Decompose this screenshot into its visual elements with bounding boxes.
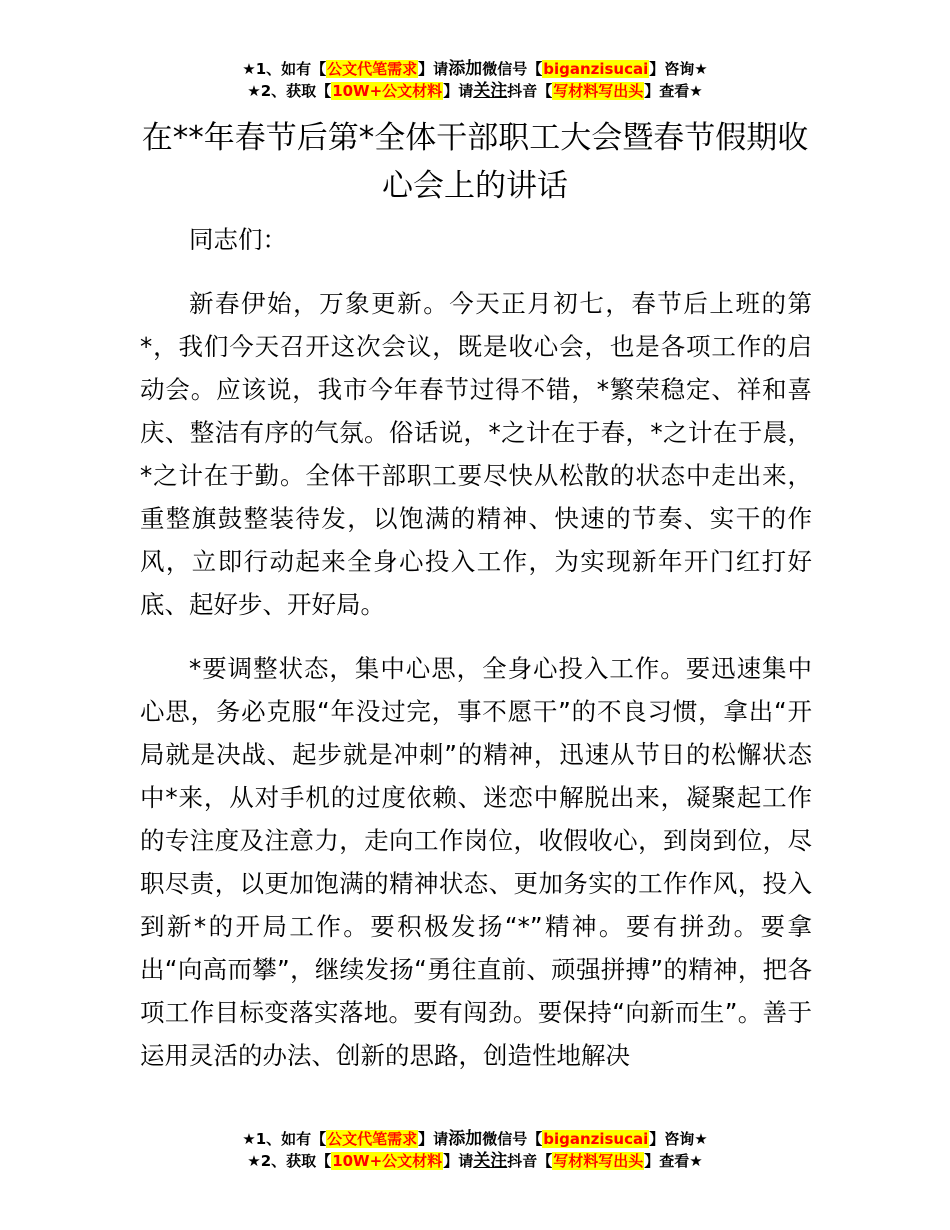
banner-emphasis: 添加 <box>448 1129 483 1149</box>
banner-text: 】请 <box>418 1130 449 1148</box>
banner-text: 】请 <box>443 1152 474 1170</box>
banner-emphasis: 关注 <box>473 1151 508 1171</box>
banner-emphasis: 添加 <box>448 59 483 79</box>
banner-text: 】查看★ <box>644 1152 703 1170</box>
banner-emphasis: 关注 <box>473 81 508 101</box>
banner-douyin-id: 写材料写出头 <box>553 82 644 100</box>
footer-banner-line-1 <box>0 1128 950 1150</box>
banner-text: ★2、获取【 <box>247 82 332 100</box>
banner-text: 】咨询★ <box>649 1130 708 1148</box>
banner-text: 】查看★ <box>644 82 703 100</box>
salutation: 同志们： <box>189 225 287 254</box>
banner-text: ★2、获取【 <box>247 1152 332 1170</box>
footer-banner-line-2 <box>0 1150 950 1172</box>
document-body <box>140 218 812 1077</box>
document-title: 在**年春节后第*全体干部职工大会暨春节假期收心会上的讲话 <box>141 120 809 204</box>
banner-text: 抖音【 <box>507 1152 553 1170</box>
header-banner-line-1 <box>0 58 950 80</box>
banner-text: 】咨询★ <box>649 60 708 78</box>
banner-highlight: 公文代笔需求 <box>327 60 418 78</box>
footer-banner <box>0 1128 950 1172</box>
banner-text: 微信号【 <box>482 60 543 78</box>
paragraph-1: 新春伊始，万象更新。今天正月初七，春节后上班的第*，我们今天召开这次会议，既是收心会，也是各项工作的启动会。应该说，我市今年春节过得不错，*繁荣稳定、祥和喜庆、整洁有序的气氛。俗话说，*之计在于春，*之计在于晨，*之计在于勤。全体干部职工要尽快从松散的状态中走出来，重整旗鼓整装待发，以饱满的精神、快速的节奏、实干的作风，立即行动起来全身心投入工作，为实现新年开门红打好底、起好步、开好局。 <box>140 289 812 619</box>
banner-highlight: 10W+公文材料 <box>332 82 443 100</box>
banner-text: ★1、如有【 <box>242 60 327 78</box>
banner-text: 】请 <box>418 60 449 78</box>
header-banner-line-2 <box>0 80 950 102</box>
banner-wechat-id: biganzisucai <box>543 1130 649 1148</box>
banner-douyin-id: 写材料写出头 <box>553 1152 644 1170</box>
banner-text: 抖音【 <box>507 82 553 100</box>
paragraph-2: *要调整状态，集中心思，全身心投入工作。要迅速集中心思，务必克服“年没过完，事不愿干”的不良习惯，拿出“开局就是决战、起步就是冲刺”的精神，迅速从节日的松懈状态中*来，从对手机的过度依赖、迷恋中解脱出来，凝聚起工作的专注度及注意力，走向工作岗位，收假收心，到岗到位，尽职尽责，以更加饱满的精神状态、更加务实的工作作风，投入到新*的开局工作。要积极发扬“*”精神。要有拼劲。要拿出“向高而攀”，继续发扬“勇往直前、顽强拼搏”的精神，把各项工作目标变落实落地。要有闯劲。要保持“向新而生”。善于运用灵活的办法、创新的思路，创造性地解决 <box>140 654 812 1070</box>
banner-text: 】请 <box>443 82 474 100</box>
header-banner <box>0 58 950 102</box>
banner-highlight: 公文代笔需求 <box>327 1130 418 1148</box>
banner-highlight: 10W+公文材料 <box>332 1152 443 1170</box>
banner-text: ★1、如有【 <box>242 1130 327 1148</box>
banner-text: 微信号【 <box>482 1130 543 1148</box>
banner-wechat-id: biganzisucai <box>543 60 649 78</box>
